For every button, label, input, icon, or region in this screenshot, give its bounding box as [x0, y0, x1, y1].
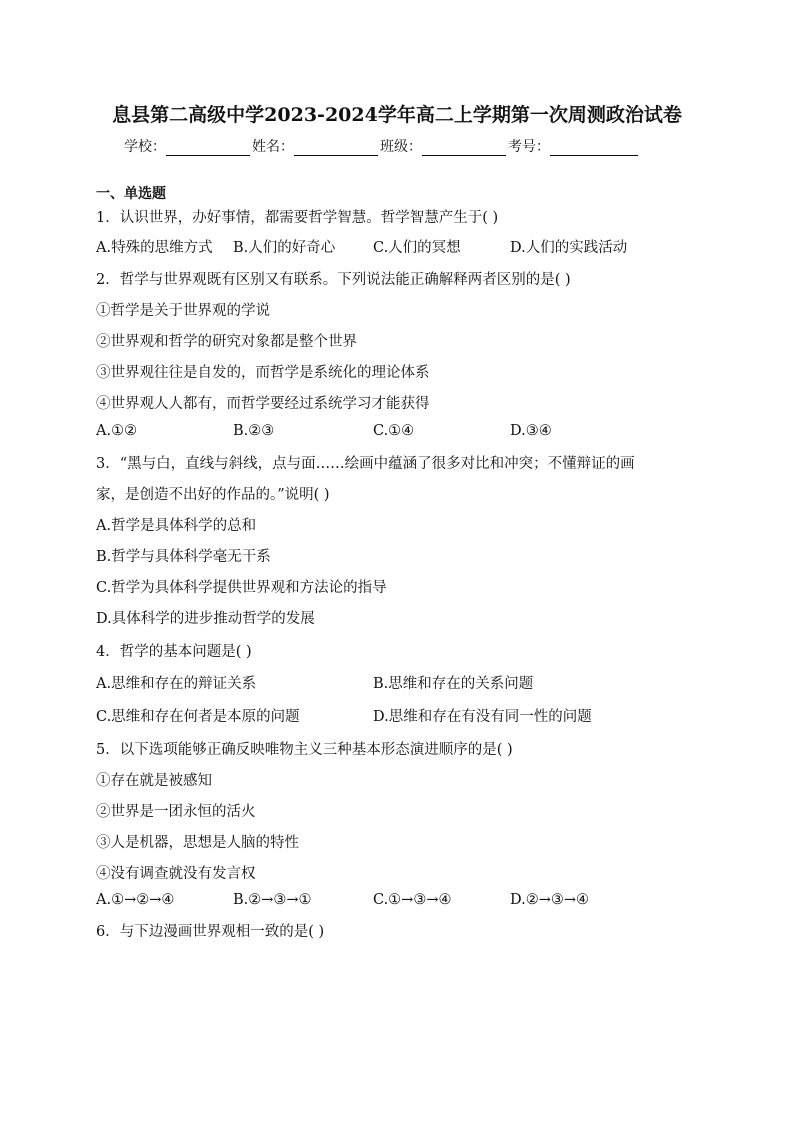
q2-statement-3: ③世界观往往是自发的，而哲学是系统化的理论体系 [96, 365, 430, 381]
q3-option-a[interactable]: A.哲学是具体科学的总和 [96, 518, 257, 534]
q3-option-c[interactable]: C.哲学为具体科学提供世界观和方法论的指导 [96, 580, 387, 596]
q5-statement-3: ③人是机器，思想是人脑的特性 [96, 835, 299, 851]
q3-stem-line-1: 3．“黑与白，直线与斜线，点与面……绘画中蕴涵了很多对比和冲突；不懂辩证的画 [96, 456, 635, 472]
q1-options [0, 236, 794, 256]
student-info-row [124, 136, 640, 156]
q1-option-b[interactable]: B.人们的好奇心 [233, 240, 336, 256]
q5-statement-4: ④没有调查就没有发言权 [96, 866, 256, 882]
q4-option-b[interactable]: B.思维和存在的关系问题 [373, 676, 534, 692]
q4-option-d[interactable]: D.思维和存在有没有同一性的问题 [373, 709, 592, 725]
q5-option-c[interactable]: C.①→③→④ [373, 892, 452, 908]
exam-title: 息县第二高级中学2023-2024学年高二上学期第一次周测政治试卷 [112, 104, 682, 126]
name-label: 姓名： [252, 139, 294, 155]
q5-option-a[interactable]: A.①→②→④ [96, 892, 175, 908]
q5-option-b[interactable]: B.②→③→① [233, 892, 312, 908]
q5-options [0, 892, 794, 912]
q1-option-c[interactable]: C.人们的冥想 [373, 240, 461, 256]
q1-option-d[interactable]: D.人们的实践活动 [510, 240, 628, 256]
q5-statement-1: ①存在就是被感知 [96, 773, 212, 789]
section-heading: 一、单选题 [96, 186, 166, 202]
class-field[interactable] [422, 139, 506, 156]
school-label: 学校： [124, 139, 166, 155]
school-field[interactable] [166, 139, 250, 156]
q2-option-c[interactable]: C.①④ [373, 423, 415, 439]
q1-stem: 1．认识世界，办好事情，都需要哲学智慧。哲学智慧产生于( ) [96, 210, 499, 226]
number-label: 考号： [508, 139, 550, 155]
q2-statement-2: ②世界观和哲学的研究对象都是整个世界 [96, 334, 357, 350]
q2-statement-1: ①哲学是关于世界观的学说 [96, 303, 270, 319]
q4-stem: 4．哲学的基本问题是( ) [96, 644, 252, 660]
q5-stem: 5．以下选项能够正确反映唯物主义三种基本形态演进顺序的是( ) [96, 742, 513, 758]
name-field[interactable] [294, 139, 378, 156]
q2-stem: 2．哲学与世界观既有区别又有联系。下列说法能正确解释两者区别的是( ) [96, 272, 571, 288]
q1-option-a[interactable]: A.特殊的思维方式 [96, 240, 213, 256]
q5-option-d[interactable]: D.②→③→④ [510, 892, 590, 908]
q2-option-b[interactable]: B.②③ [233, 423, 275, 439]
q5-statement-2: ②世界是一团永恒的活火 [96, 804, 256, 820]
q2-statement-4: ④世界观人人都有，而哲学要经过系统学习才能获得 [96, 396, 430, 412]
q6-stem: 6．与下边漫画世界观相一致的是( ) [96, 924, 325, 940]
q3-option-d[interactable]: D.具体科学的进步推动哲学的发展 [96, 611, 315, 627]
q4-option-a[interactable]: A.思维和存在的辩证关系 [96, 676, 257, 692]
class-label: 班级： [380, 139, 422, 155]
q2-option-d[interactable]: D.③④ [510, 423, 552, 439]
q4-option-c[interactable]: C.思维和存在何者是本原的问题 [96, 709, 300, 725]
q4-options-row-1 [0, 672, 794, 692]
q2-options [0, 423, 794, 443]
q4-options-row-2 [0, 705, 794, 725]
q3-option-b[interactable]: B.哲学与具体科学毫无干系 [96, 549, 271, 565]
q2-option-a[interactable]: A.①② [96, 423, 138, 439]
number-field[interactable] [550, 139, 638, 156]
q3-stem-line-2: 家，是创造不出好的作品的。”说明( ) [96, 487, 330, 503]
